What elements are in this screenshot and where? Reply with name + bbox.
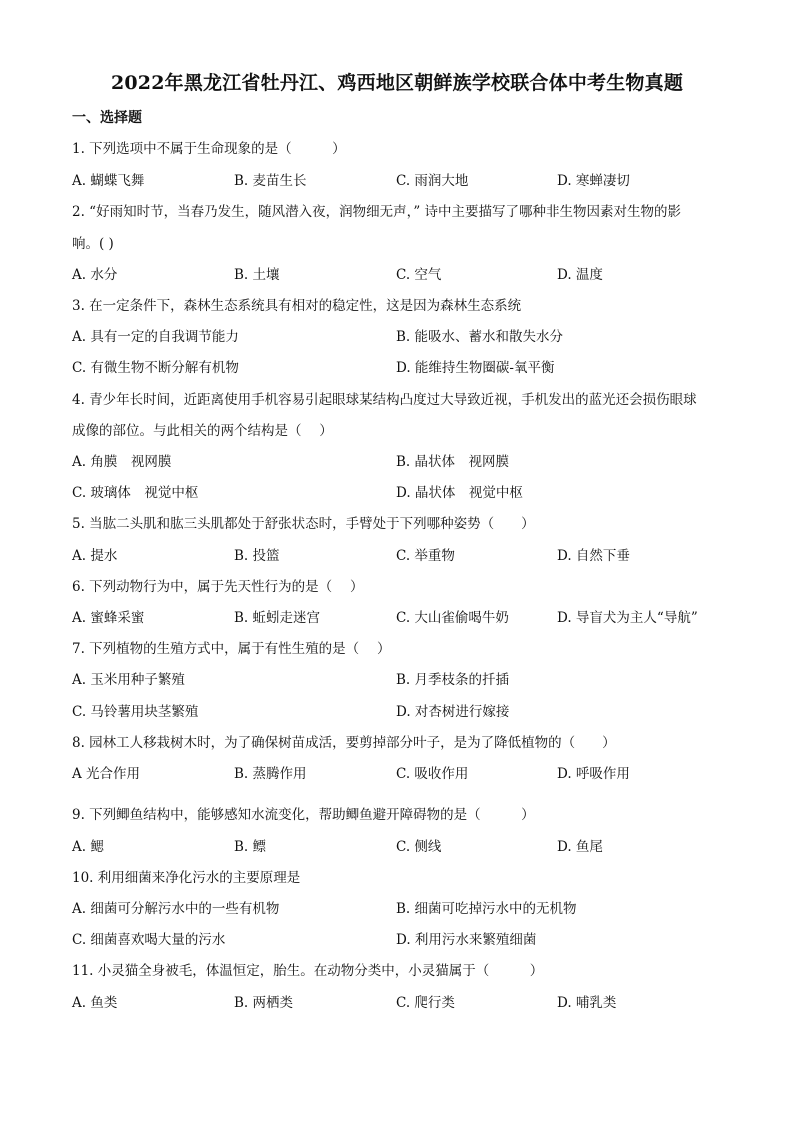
question-7-stem: 7. 下列植物的生殖方式中，属于有性生殖的是（ ）	[72, 641, 391, 657]
question-2-option-b: B. 土壤	[234, 267, 280, 283]
question-9-option-a: A. 鳃	[72, 839, 104, 855]
question-5-option-c: C. 举重物	[396, 548, 455, 564]
section-heading: 一、选择题	[72, 110, 142, 126]
question-3-option-a: A. 具有一定的自我调节能力	[72, 329, 239, 345]
question-10-option-a: A. 细菌可分解污水中的一些有机物	[72, 901, 280, 917]
question-10-stem: 10. 利用细菌来净化污水的主要原理是	[72, 870, 301, 886]
question-8-stem: 8. 园林工人移栽树木时，为了确保树苗成活，要剪掉部分叶子，是为了降低植物的（ ）	[72, 735, 616, 751]
question-9-option-c: C. 侧线	[396, 839, 442, 855]
question-11-option-d: D. 哺乳类	[557, 995, 617, 1011]
page-title: 2022年黑龙江省牡丹江、鸡西地区朝鲜族学校联合体中考生物真题	[110, 72, 684, 94]
question-8-option-a: A 光合作用	[72, 766, 141, 782]
question-6-option-a: A. 蜜蜂采蜜	[72, 610, 145, 626]
question-7-option-d: D. 对杏树进行嫁接	[396, 704, 510, 720]
question-4-option-d: D. 晶状体 视觉中枢	[396, 485, 523, 501]
question-4-stem: 4. 青少年长时间，近距离使用手机容易引起眼球某结构凸度过大导致近视，手机发出的蓝光还会损伤眼球	[72, 392, 697, 408]
question-1-option-b: B. 麦苗生长	[234, 173, 307, 189]
question-4-option-a: A. 角膜 视网膜	[72, 454, 172, 470]
question-5-option-d: D. 自然下垂	[557, 548, 630, 564]
question-7-option-a: A. 玉米用种子繁殖	[72, 672, 185, 688]
question-2-option-a: A. 水分	[72, 267, 118, 283]
question-10-option-b: B. 细菌可吃掉污水中的无机物	[396, 901, 577, 917]
question-9-stem: 9. 下列鲫鱼结构中，能够感知水流变化，帮助鲫鱼避开障碍物的是（ ）	[72, 807, 535, 823]
question-5-option-a: A. 提水	[72, 548, 118, 564]
question-7-option-c: C. 马铃薯用块茎繁殖	[72, 704, 199, 720]
question-6-stem: 6. 下列动物行为中，属于先天性行为的是（ ）	[72, 579, 364, 595]
question-4-stem-cont: 成像的部位。与此相关的两个结构是（ ）	[72, 423, 333, 439]
question-11-stem: 11. 小灵猫全身被毛，体温恒定，胎生。在动物分类中，小灵猫属于（ ）	[72, 963, 544, 979]
question-9-option-b: B. 鳔	[234, 839, 267, 855]
question-7-option-b: B. 月季枝条的扦插	[396, 672, 510, 688]
question-1-option-d: D. 寒蝉凄切	[557, 173, 630, 189]
question-2-option-c: C. 空气	[396, 267, 442, 283]
question-11-option-c: C. 爬行类	[396, 995, 455, 1011]
question-9-option-d: D. 鱼尾	[557, 839, 603, 855]
question-3-option-b: B. 能吸水、蓄水和散失水分	[396, 329, 564, 345]
question-10-option-c: C. 细菌喜欢喝大量的污水	[72, 932, 226, 948]
question-8-option-d: D. 呼吸作用	[557, 766, 630, 782]
question-8-option-b: B. 蒸腾作用	[234, 766, 307, 782]
question-11-option-a: A. 鱼类	[72, 995, 118, 1011]
question-6-option-d: D. 导盲犬为主人“导航”	[557, 610, 698, 626]
question-11-option-b: B. 两栖类	[234, 995, 294, 1011]
question-8-option-c: C. 吸收作用	[396, 766, 469, 782]
question-1-option-c: C. 雨润大地	[396, 173, 469, 189]
question-2-option-d: D. 温度	[557, 267, 603, 283]
question-3-stem: 3. 在一定条件下，森林生态系统具有相对的稳定性，这是因为森林生态系统	[72, 298, 522, 314]
question-4-option-b: B. 晶状体 视网膜	[396, 454, 510, 470]
question-5-option-b: B. 投篮	[234, 548, 280, 564]
question-2-stem: 2. “好雨知时节，当春乃发生，随风潜入夜，润物细无声，” 诗中主要描写了哪种非生物因素对生物的影	[72, 204, 682, 220]
question-3-option-d: D. 能维持生物圈碳-氧平衡	[396, 360, 555, 376]
question-4-option-c: C. 玻璃体 视觉中枢	[72, 485, 199, 501]
question-10-option-d: D. 利用污水来繁殖细菌	[396, 932, 537, 948]
question-5-stem: 5. 当肱二头肌和肱三头肌都处于舒张状态时，手臂处于下列哪种姿势（ ）	[72, 516, 535, 532]
question-2-stem-cont: 响。( )	[72, 236, 114, 252]
question-3-option-c: C. 有微生物不断分解有机物	[72, 360, 239, 376]
question-1-stem: 1. 下列选项中不属于生命现象的是（ ）	[72, 141, 346, 157]
question-6-option-c: C. 大山雀偷喝牛奶	[396, 610, 509, 626]
question-6-option-b: B. 蚯蚓走迷宫	[234, 610, 321, 626]
question-1-option-a: A. 蝴蝶飞舞	[72, 173, 145, 189]
